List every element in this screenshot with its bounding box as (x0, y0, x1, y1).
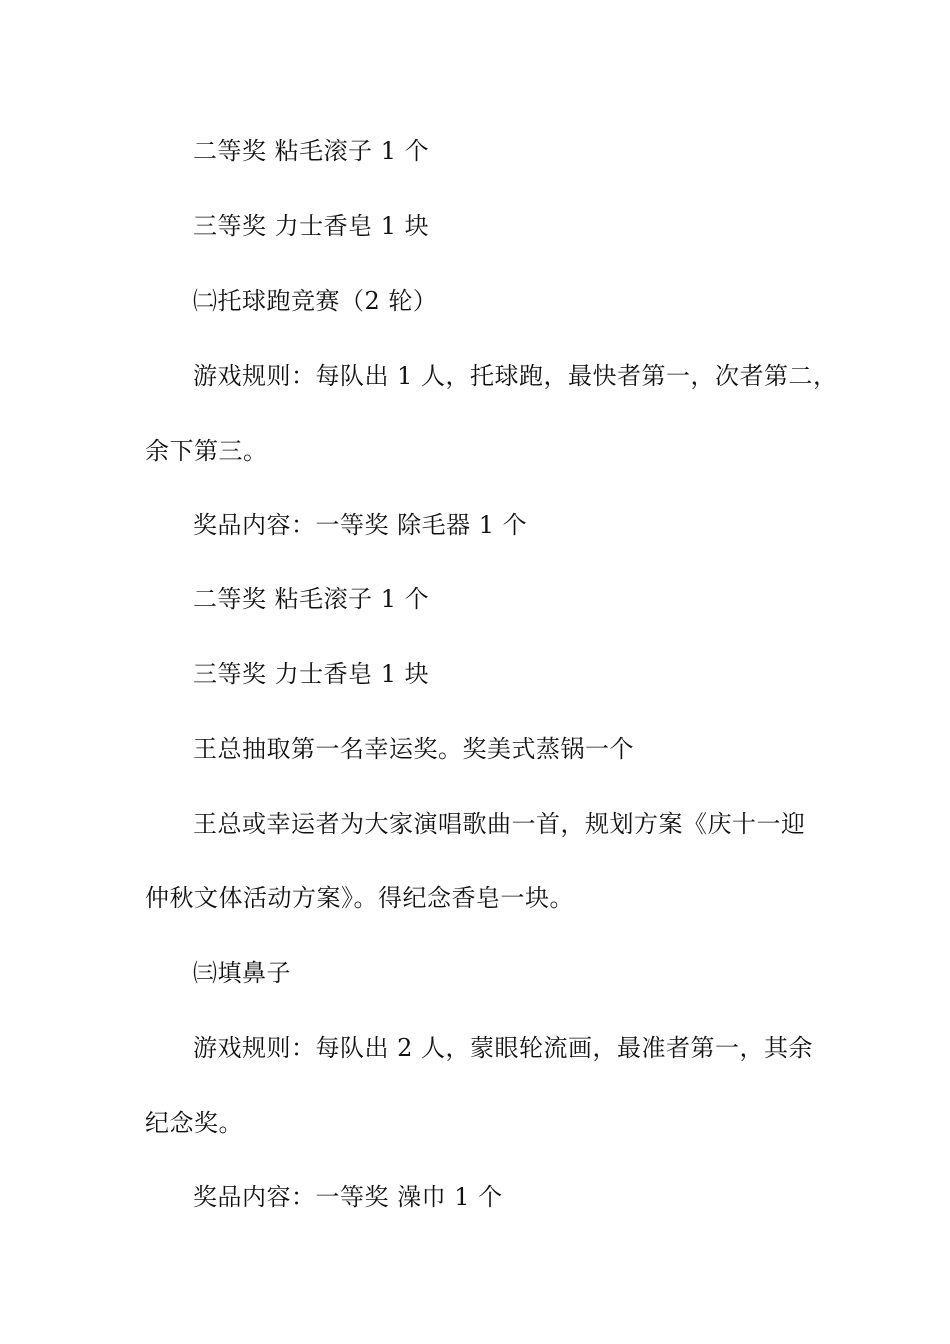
rules-paragraph-line: 游戏规则：每队出 1 人，托球跑，最快者第一，次者第二， (193, 362, 838, 390)
rules-paragraph-line: 游戏规则：每队出 2 人，蒙眼轮流画，最准者第一，其余 (193, 1034, 814, 1062)
section-heading-ball-race: ㈡托球跑竞赛（2 轮） (193, 287, 438, 315)
prize-content-line: 奖品内容：一等奖 除毛器 1 个 (193, 511, 528, 539)
performance-paragraph-continuation: 仲秋文体活动方案》。得纪念香皂一块。 (145, 884, 574, 912)
prize-second-line: 二等奖 粘毛滚子 1 个 (193, 137, 430, 165)
prize-second-line: 二等奖 粘毛滚子 1 个 (193, 585, 430, 613)
section-heading-fill-nose: ㈢填鼻子 (193, 959, 291, 987)
rules-paragraph-continuation: 纪念奖。 (145, 1109, 243, 1137)
rules-paragraph-continuation: 余下第三。 (145, 437, 268, 465)
performance-paragraph-line: 王总或幸运者为大家演唱歌曲一首，规划方案《庆十一迎 (193, 810, 806, 838)
prize-third-line: 三等奖 力士香皂 1 块 (193, 212, 430, 240)
lucky-draw-line: 王总抽取第一名幸运奖。奖美式蒸锅一个 (193, 735, 634, 763)
prize-content-line: 奖品内容：一等奖 澡巾 1 个 (193, 1183, 503, 1211)
prize-third-line: 三等奖 力士香皂 1 块 (193, 660, 430, 688)
